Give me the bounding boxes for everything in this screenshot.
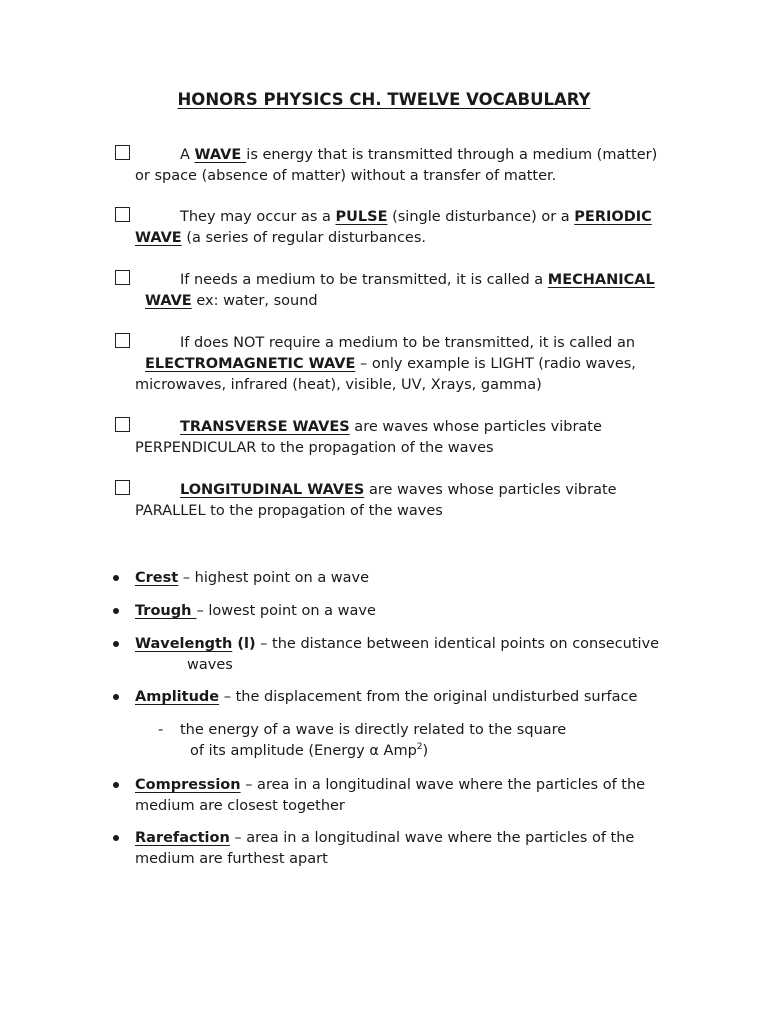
list-item-compression: Compression – area in a longitudinal wave where the particles of the bbox=[135, 777, 646, 793]
checkbox[interactable] bbox=[115, 207, 130, 222]
checkbox[interactable] bbox=[115, 270, 130, 285]
bullet-icon bbox=[113, 608, 119, 614]
list-item-crest: Crest – highest point on a wave bbox=[135, 570, 370, 586]
bullet-icon bbox=[113, 694, 119, 700]
list-item-amplitude: Amplitude – the displacement from the original undisturbed surface bbox=[135, 689, 638, 705]
checkbox[interactable] bbox=[115, 333, 130, 348]
amplitude-note: the energy of a wave is directly related to the square bbox=[180, 722, 567, 738]
amplitude-note-formula: of its amplitude (Energy α Amp$^2$) bbox=[190, 742, 429, 759]
term-electromagnetic-wave: ELECTROMAGNETIC WAVE bbox=[145, 356, 356, 372]
term-transverse-waves: TRANSVERSE WAVES bbox=[180, 419, 350, 435]
term-pulse: PULSE bbox=[335, 209, 388, 225]
term-periodic: PERIODIC bbox=[574, 209, 652, 225]
checkbox[interactable] bbox=[115, 145, 130, 160]
bullet-icon bbox=[113, 835, 119, 841]
bullet-icon bbox=[113, 641, 119, 647]
checkbox[interactable] bbox=[115, 417, 130, 432]
term-wave: WAVE bbox=[135, 230, 182, 246]
term-wave: WAVE bbox=[145, 293, 192, 309]
page-title: HONORS PHYSICS CH. TWELVE VOCABULARY bbox=[177, 90, 591, 109]
list-item-wavelength: Wavelength (l) – the distance between identical points on consecutive bbox=[135, 636, 660, 652]
term-longitudinal-waves: LONGITUDINAL WAVES bbox=[180, 482, 365, 498]
term-mechanical: MECHANICAL bbox=[547, 272, 655, 288]
bullet-icon bbox=[113, 782, 119, 788]
list-item-trough: Trough – lowest point on a wave bbox=[135, 603, 376, 619]
bullet-icon bbox=[113, 575, 119, 581]
list-item-rarefaction: Rarefaction – area in a longitudinal wave where the particles of the bbox=[135, 830, 635, 846]
term-wave: WAVE bbox=[194, 147, 247, 163]
dash-marker: - bbox=[158, 722, 164, 738]
document-page: HONORS PHYSICS CH. TWELVE VOCABULARY A WAVE is energy that is transmitted through a medium (matter) or space (absence of matter) without a transfer of matter. They may occur as a PULSE (single disturbance) or a PERIODIC WAVE (a series of regular disturbances. If needs a medium to be transmitted, it is called a MECHANICAL WAVE ex: water, sound If does NOT require a medium to be transmitted, it is called an ELECTROMAGNETIC WAVE – only example is LIGHT (radio waves, microwaves, infrared (heat), visible, UV, Xrays, gamma) TRANSVERSE WAVES are waves whose particles vibrate PERPENDICULAR to the propagation of the waves LONGITUDINAL WAVES are waves whose particles vibrate PARALLEL to the propagation of the waves Crest – highest point on a wave Trough – lowest point on a wave Wavelength (l) – the distance between identical points on consecutive waves Amplitude – the displacement from the original undisturbed surface - the energy of a wave is directly related to the square of its amplitude (Energy α Amp$^2$) Compression – area in a longitudinal wave where the particles of the medium are closest together Rarefaction – area in a longitudinal wave where the particles of the medium are furthest apart bbox=[0, 0, 768, 1024]
checkbox[interactable] bbox=[115, 480, 130, 495]
